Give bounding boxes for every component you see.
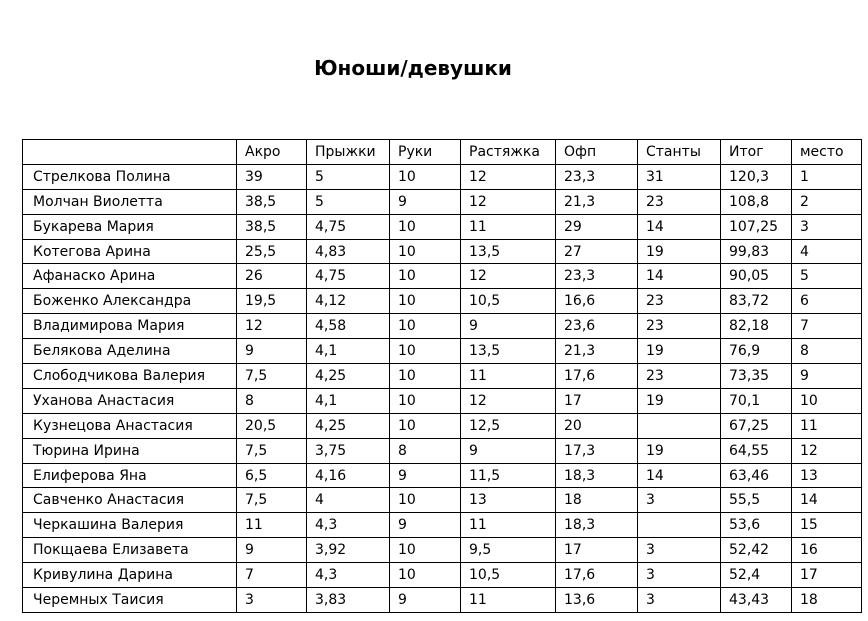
table-row	[23, 538, 862, 563]
cell-stretch: 13,5	[461, 239, 556, 264]
cell-akro: 7,5	[237, 438, 307, 463]
cell-arms: 9	[390, 189, 461, 214]
cell-stunts: 19	[638, 438, 721, 463]
cell-name: Белякова Аделина	[23, 339, 237, 364]
cell-stretch: 10,5	[461, 563, 556, 588]
cell-stretch: 12,5	[461, 413, 556, 438]
cell-arms: 9	[390, 463, 461, 488]
cell-name: Букарева Мария	[23, 214, 237, 239]
cell-ofp: 17	[556, 388, 638, 413]
cell-total: 83,72	[721, 289, 792, 314]
cell-akro: 9	[237, 538, 307, 563]
cell-jumps: 5	[307, 164, 390, 189]
cell-arms: 10	[390, 239, 461, 264]
cell-ofp: 21,3	[556, 339, 638, 364]
cell-stunts: 19	[638, 339, 721, 364]
cell-arms: 10	[390, 364, 461, 389]
table-row	[23, 189, 862, 214]
cell-stunts: 14	[638, 264, 721, 289]
cell-stunts: 3	[638, 588, 721, 613]
cell-akro: 38,5	[237, 189, 307, 214]
cell-stretch: 9	[461, 438, 556, 463]
cell-akro: 19,5	[237, 289, 307, 314]
cell-name: Владимирова Мария	[23, 314, 237, 339]
cell-stretch: 12	[461, 164, 556, 189]
cell-stretch: 12	[461, 264, 556, 289]
cell-ofp: 18,3	[556, 513, 638, 538]
cell-arms: 10	[390, 214, 461, 239]
table-row	[23, 239, 862, 264]
cell-akro: 11	[237, 513, 307, 538]
table-row	[23, 388, 862, 413]
cell-arms: 10	[390, 339, 461, 364]
cell-total: 43,43	[721, 588, 792, 613]
cell-name: Покщаева Елизавета	[23, 538, 237, 563]
cell-jumps: 4,12	[307, 289, 390, 314]
cell-place: 1	[792, 164, 862, 189]
table-row	[23, 488, 862, 513]
column-header-akro: Акро	[237, 140, 307, 165]
cell-akro: 3	[237, 588, 307, 613]
cell-place: 17	[792, 563, 862, 588]
cell-stunts: 14	[638, 463, 721, 488]
cell-ofp: 23,6	[556, 314, 638, 339]
table-row	[23, 289, 862, 314]
cell-place: 11	[792, 413, 862, 438]
column-header-arms: Руки	[390, 140, 461, 165]
cell-stretch: 12	[461, 189, 556, 214]
cell-name: Молчан Виолетта	[23, 189, 237, 214]
cell-total: 120,3	[721, 164, 792, 189]
cell-place: 3	[792, 214, 862, 239]
table-header-row	[23, 140, 862, 165]
cell-place: 2	[792, 189, 862, 214]
cell-place: 4	[792, 239, 862, 264]
cell-akro: 26	[237, 264, 307, 289]
cell-arms: 9	[390, 588, 461, 613]
cell-total: 76,9	[721, 339, 792, 364]
cell-name: Уханова Анастасия	[23, 388, 237, 413]
cell-akro: 25,5	[237, 239, 307, 264]
cell-akro: 6,5	[237, 463, 307, 488]
cell-total: 90,05	[721, 264, 792, 289]
cell-name: Черкашина Валерия	[23, 513, 237, 538]
cell-place: 14	[792, 488, 862, 513]
cell-arms: 10	[390, 314, 461, 339]
cell-name: Елиферова Яна	[23, 463, 237, 488]
cell-arms: 8	[390, 438, 461, 463]
cell-total: 52,42	[721, 538, 792, 563]
cell-stretch: 11,5	[461, 463, 556, 488]
cell-akro: 39	[237, 164, 307, 189]
cell-name: Слободчикова Валерия	[23, 364, 237, 389]
table-row	[23, 438, 862, 463]
table-row	[23, 413, 862, 438]
column-header-place: место	[792, 140, 862, 165]
cell-jumps: 4,3	[307, 513, 390, 538]
cell-name: Стрелкова Полина	[23, 164, 237, 189]
cell-akro: 38,5	[237, 214, 307, 239]
cell-stretch: 9	[461, 314, 556, 339]
cell-stunts: 3	[638, 538, 721, 563]
table-row	[23, 563, 862, 588]
cell-ofp: 17,3	[556, 438, 638, 463]
cell-arms: 10	[390, 289, 461, 314]
cell-jumps: 4,83	[307, 239, 390, 264]
cell-stunts: 19	[638, 239, 721, 264]
cell-jumps: 3,92	[307, 538, 390, 563]
cell-jumps: 4	[307, 488, 390, 513]
cell-stunts	[638, 413, 721, 438]
cell-total: 70,1	[721, 388, 792, 413]
cell-ofp: 23,3	[556, 164, 638, 189]
cell-ofp: 17,6	[556, 364, 638, 389]
cell-jumps: 4,3	[307, 563, 390, 588]
cell-place: 10	[792, 388, 862, 413]
cell-ofp: 20	[556, 413, 638, 438]
cell-jumps: 4,75	[307, 214, 390, 239]
cell-akro: 20,5	[237, 413, 307, 438]
cell-jumps: 3,83	[307, 588, 390, 613]
table-row	[23, 214, 862, 239]
cell-arms: 10	[390, 164, 461, 189]
cell-stretch: 11	[461, 513, 556, 538]
cell-jumps: 4,1	[307, 339, 390, 364]
cell-akro: 9	[237, 339, 307, 364]
cell-stretch: 11	[461, 588, 556, 613]
cell-arms: 9	[390, 513, 461, 538]
cell-name: Черемных Таисия	[23, 588, 237, 613]
cell-place: 16	[792, 538, 862, 563]
cell-place: 13	[792, 463, 862, 488]
cell-stunts: 31	[638, 164, 721, 189]
cell-ofp: 23,3	[556, 264, 638, 289]
cell-stretch: 11	[461, 214, 556, 239]
cell-total: 63,46	[721, 463, 792, 488]
cell-total: 64,55	[721, 438, 792, 463]
cell-stretch: 13	[461, 488, 556, 513]
cell-name: Афанаско Арина	[23, 264, 237, 289]
cell-arms: 10	[390, 563, 461, 588]
cell-name: Тюрина Ирина	[23, 438, 237, 463]
column-header-stretch: Растяжка	[461, 140, 556, 165]
cell-akro: 8	[237, 388, 307, 413]
cell-jumps: 4,1	[307, 388, 390, 413]
cell-total: 52,4	[721, 563, 792, 588]
cell-arms: 10	[390, 388, 461, 413]
cell-akro: 7,5	[237, 488, 307, 513]
cell-ofp: 17	[556, 538, 638, 563]
cell-stunts: 3	[638, 563, 721, 588]
cell-ofp: 29	[556, 214, 638, 239]
cell-total: 99,83	[721, 239, 792, 264]
column-header-name	[23, 140, 237, 165]
cell-stretch: 13,5	[461, 339, 556, 364]
cell-place: 7	[792, 314, 862, 339]
cell-arms: 10	[390, 264, 461, 289]
column-header-total: Итог	[721, 140, 792, 165]
cell-total: 53,6	[721, 513, 792, 538]
cell-akro: 7,5	[237, 364, 307, 389]
cell-name: Кузнецова Анастасия	[23, 413, 237, 438]
table-row	[23, 588, 862, 613]
cell-jumps: 4,16	[307, 463, 390, 488]
cell-ofp: 27	[556, 239, 638, 264]
cell-stunts	[638, 513, 721, 538]
cell-total: 107,25	[721, 214, 792, 239]
cell-stretch: 10,5	[461, 289, 556, 314]
cell-place: 9	[792, 364, 862, 389]
cell-name: Боженко Александра	[23, 289, 237, 314]
cell-total: 55,5	[721, 488, 792, 513]
cell-jumps: 5	[307, 189, 390, 214]
cell-ofp: 21,3	[556, 189, 638, 214]
cell-name: Котегова Арина	[23, 239, 237, 264]
cell-place: 8	[792, 339, 862, 364]
cell-arms: 10	[390, 488, 461, 513]
cell-ofp: 18	[556, 488, 638, 513]
cell-stunts: 19	[638, 388, 721, 413]
cell-jumps: 4,25	[307, 413, 390, 438]
page-title: Юноши/девушки	[314, 56, 512, 80]
cell-jumps: 3,75	[307, 438, 390, 463]
column-header-jumps: Прыжки	[307, 140, 390, 165]
table-row	[23, 364, 862, 389]
cell-place: 12	[792, 438, 862, 463]
cell-stunts: 14	[638, 214, 721, 239]
table-row	[23, 513, 862, 538]
cell-total: 82,18	[721, 314, 792, 339]
column-header-stunts: Станты	[638, 140, 721, 165]
cell-ofp: 16,6	[556, 289, 638, 314]
cell-akro: 7	[237, 563, 307, 588]
cell-stunts: 23	[638, 189, 721, 214]
cell-jumps: 4,25	[307, 364, 390, 389]
cell-name: Савченко Анастасия	[23, 488, 237, 513]
cell-arms: 10	[390, 413, 461, 438]
cell-place: 6	[792, 289, 862, 314]
cell-ofp: 18,3	[556, 463, 638, 488]
cell-arms: 10	[390, 538, 461, 563]
cell-jumps: 4,58	[307, 314, 390, 339]
cell-place: 18	[792, 588, 862, 613]
cell-name: Кривулина Дарина	[23, 563, 237, 588]
table-row	[23, 314, 862, 339]
cell-stretch: 12	[461, 388, 556, 413]
cell-total: 67,25	[721, 413, 792, 438]
cell-akro: 12	[237, 314, 307, 339]
cell-stretch: 11	[461, 364, 556, 389]
table-row	[23, 264, 862, 289]
column-header-ofp: Офп	[556, 140, 638, 165]
cell-stunts: 3	[638, 488, 721, 513]
cell-jumps: 4,75	[307, 264, 390, 289]
cell-place: 5	[792, 264, 862, 289]
cell-ofp: 13,6	[556, 588, 638, 613]
table-row	[23, 339, 862, 364]
table-row	[23, 164, 862, 189]
cell-place: 15	[792, 513, 862, 538]
cell-stunts: 23	[638, 289, 721, 314]
table-body	[23, 164, 862, 612]
table-row	[23, 463, 862, 488]
cell-total: 108,8	[721, 189, 792, 214]
cell-stunts: 23	[638, 314, 721, 339]
cell-stunts: 23	[638, 364, 721, 389]
cell-total: 73,35	[721, 364, 792, 389]
cell-ofp: 17,6	[556, 563, 638, 588]
results-table	[22, 139, 862, 613]
cell-stretch: 9,5	[461, 538, 556, 563]
